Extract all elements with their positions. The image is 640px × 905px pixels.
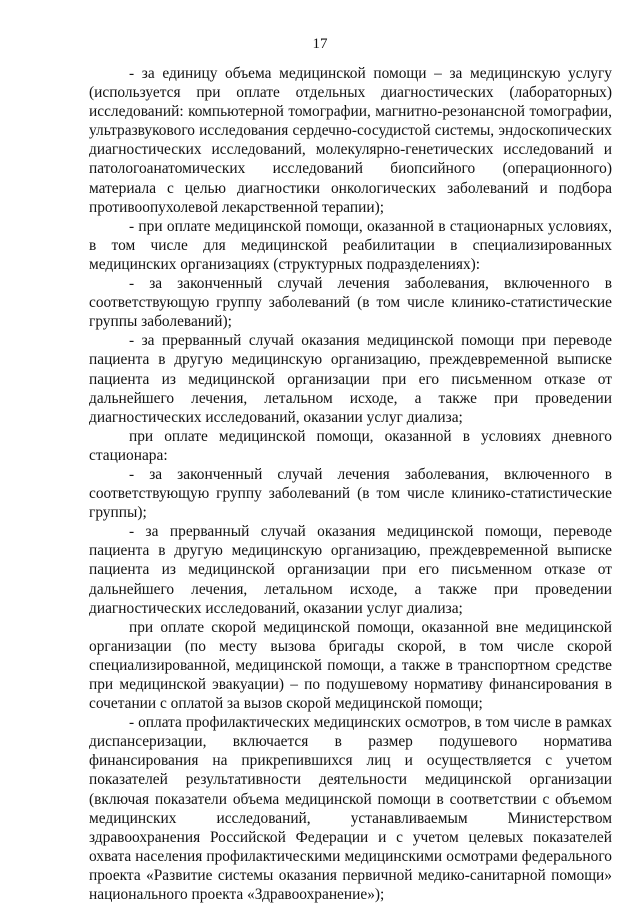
paragraph-day-hospital-payment: при оплате медицинской помощи, оказанной в условиях дневного стационара: (89, 427, 612, 464)
paragraph-emergency-care-payment: при оплате скорой медицинской помощи, оказанной вне медицинской организации (по месту вызова бригады скорой, в том числе скорой специализированной, медицинской помощи, а также в транспортном средстве при медицинской эвакуации) – по подушевому нормативу финансирования в сочетании с оплатой за вызов скорой медицинской помощи; (89, 618, 612, 713)
paragraph-inpatient-completed-case: - за законченный случай лечения заболевания, включенного в соответствующую группу заболеваний (в том числе клинико-статистические группы заболеваний); (89, 275, 612, 331)
paragraph-inpatient-interrupted-case: - за прерванный случай оказания медицинской помощи при переводе пациента в другую медицинскую организацию, преждевременной выписке пациента из медицинской организации при его письменном отказе от дальнейшего лечения, летальном исходе, а также при проведении диагностических исследований, оказании услуг диализа; (89, 332, 612, 426)
paragraph-inpatient-payment: - при оплате медицинской помощи, оказанной в стационарных условиях, в том числе для медицинской реабилитации в специализированных медицинских организациях (структурных подразделениях): (89, 217, 612, 273)
page-number: 17 (312, 36, 328, 52)
paragraph-per-service-payment: - за единицу объема медицинской помощи – за медицинскую услугу (используется при оплате отдельных диагностических (лабораторных) исследований: компьютерной томографии, магнитно-резонансной томографии, ультразвукового исследования сердечно-сосудистой системы, эндоскопических диагностических исследований, молекулярно-генетических исследований и патологоанатомических исследований биопсийного (операционного) материала с целью диагностики онкологических заболеваний и подбора противоопухолевой лекарственной терапии); (89, 65, 612, 216)
document-body (89, 64, 612, 904)
paragraph-preventive-exams-payment: - оплата профилактических медицинских осмотров, в том числе в рамках диспансеризации, включается в размер подушевого норматива финансирования на прикрепившихся лиц и осуществляется с учетом показателей результативности деятельности медицинской организации (включая показатели объема медицинской помощи в соответствии с объемом медицинских исследований, устанавливаемым Министерством здравоохранения Российской Федерации и с учетом целевых показателей охвата населения профилактическими медицинскими осмотрами федерального проекта «Развитие системы оказания первичной медико-санитарной помощи» национального проекта «Здравоохранение»); (89, 714, 612, 904)
paragraph-day-hospital-interrupted-case: - за прерванный случай оказания медицинской помощи, переводе пациента в другую медицинскую организацию, преждевременной выписке пациента из медицинской организации при его письменном отказе от дальнейшего лечения, летальном исходе, а также при проведении диагностических исследований, оказании услуг диализа; (89, 523, 612, 617)
paragraph-day-hospital-completed-case: - за законченный случай лечения заболевания, включенного в соответствующую группу заболеваний (в том числе клинико-статистические группы); (89, 465, 612, 522)
